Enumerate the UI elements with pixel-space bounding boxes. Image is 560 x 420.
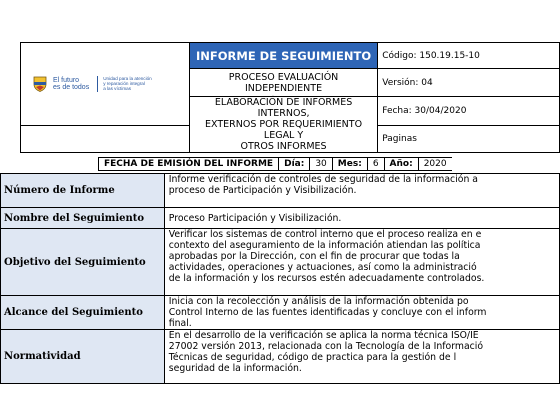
row-label-tracking-name: Nombre del Seguimiento	[1, 208, 165, 229]
procedure-name: ELABORACIÓN DE INFORMES INTERNOS, EXTERNOS POR REQUERIMIENTO LEGAL Y OTROS INFORMES	[189, 97, 377, 153]
doc-code: Código: 150.19.15-10	[378, 43, 560, 69]
month-label: Mes:	[332, 158, 367, 171]
coat-of-arms-icon	[33, 76, 47, 92]
table-row	[1, 229, 560, 296]
month-value: 6	[367, 158, 384, 171]
emission-date-label: FECHA DE EMISIÓN DEL INFORME	[99, 158, 279, 171]
year-value: 2020	[418, 158, 451, 171]
table-row	[1, 208, 560, 229]
logo-cell	[21, 43, 190, 126]
logo-divider	[97, 76, 98, 92]
report-details-table	[0, 173, 560, 384]
row-value-regulations: En el desarrollo de la verificación se aplica la norma técnica ISO/IE 27002 versión 2013, relacionada con la Tecnología de la Informació Técnicas de seguridad, código de practica para la gestión de l seguridad de la información.	[164, 330, 559, 384]
row-label-regulations: Normatividad	[1, 330, 165, 384]
row-label-objective: Objetivo del Seguimiento	[1, 229, 165, 296]
doc-pages: Paginas	[378, 125, 560, 152]
year-label: Año:	[384, 158, 418, 171]
table-row	[1, 174, 560, 208]
row-value-objective: Verificar los sistemas de control interno que el proceso realiza en e contexto del aseguramiento de la información atiendan las política aprobadas por la Dirección, con el fin de procurar que todas la actividades, operaciones y actuaciones, así como la administració de la información y los recursos estén adecuadamente controlados.	[164, 229, 559, 296]
row-value-tracking-name: Proceso Participación y Visibilización.	[164, 208, 559, 229]
row-label-scope: Alcance del Seguimiento	[1, 296, 165, 330]
document-header	[20, 42, 560, 153]
process-name: PROCESO EVALUACIÓN INDEPENDIENTE	[189, 69, 377, 97]
row-label-report-number: Número de Informe	[1, 174, 165, 208]
doc-version: Versión: 04	[378, 69, 560, 97]
logo-unit-name: Unidad para la atención y reparación integral a las víctimas	[103, 76, 152, 92]
emission-date-row	[98, 157, 452, 171]
table-row	[1, 296, 560, 330]
day-label: Día:	[279, 158, 310, 171]
logo-tagline: El futuro es de todos	[53, 76, 90, 91]
report-title: INFORME DE SEGUIMIENTO	[189, 43, 377, 69]
logo	[21, 76, 189, 92]
doc-date: Fecha: 30/04/2020	[378, 97, 560, 126]
row-value-scope: Inicia con la recolección y análisis de la información obtenida po Control Interno de las fuentes identificadas y concluye con el inform final.	[164, 296, 559, 330]
table-row	[1, 330, 560, 384]
logo-cell-bottom	[21, 125, 190, 152]
row-value-report-number: Informe verificación de controles de seguridad de la información a proceso de Participación y Visibilización.	[164, 174, 559, 208]
day-value: 30	[310, 158, 332, 171]
